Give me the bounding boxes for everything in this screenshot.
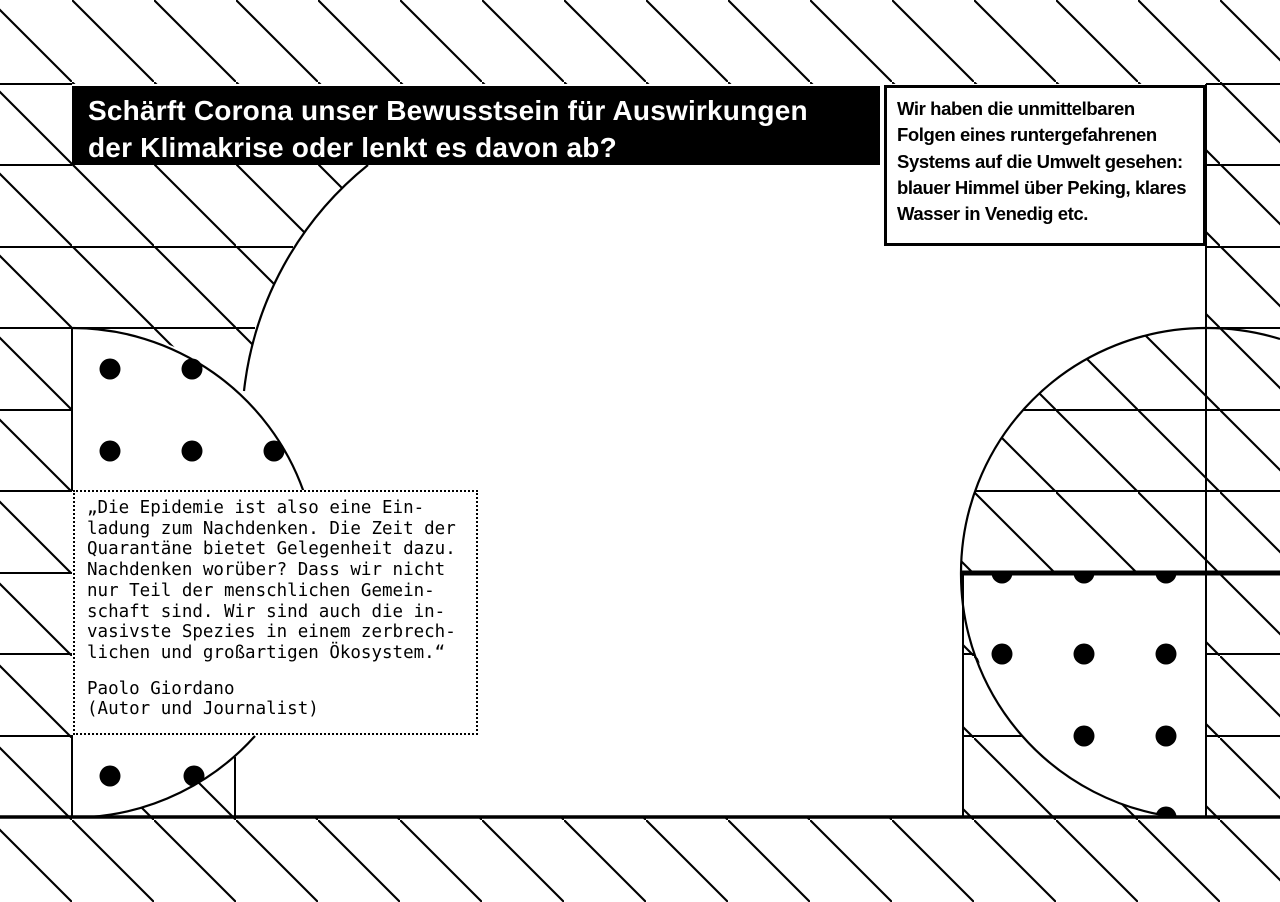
info-line: Wasser in Venedig etc. (897, 203, 1089, 225)
title-bar (72, 86, 880, 165)
quote-text (87, 498, 476, 664)
quote-line: Nachdenken worüber? Dass wir nicht (87, 560, 446, 581)
quote-line: nur Teil der menschlichen Gemein- (87, 580, 435, 601)
right-circle-upper-quadrant (961, 328, 1206, 573)
attribution-line: (Autor und Journalist) (87, 699, 319, 720)
quote-line: Quarantäne bietet Gelegenheit dazu. (87, 539, 456, 560)
quote-line: ladung zum Nachdenken. Die Zeit der (87, 518, 456, 539)
info-line: blauer Himmel über Peking, klares (897, 176, 1187, 198)
quote-line: lichen und großartigen Ökosystem.“ (87, 642, 446, 663)
info-line: Systems auf die Umwelt gesehen: (897, 150, 1183, 172)
top-band (0, 0, 1280, 84)
quote-line: vasivste Spezies in einem zerbrech- (87, 622, 456, 643)
right-band (1206, 84, 1280, 817)
info-line: Wir haben die unmittelbaren (897, 98, 1135, 119)
quote-attribution (87, 679, 476, 720)
quote-box (73, 490, 478, 735)
quote-line: „Die Epidemie ist also eine Ein- (87, 498, 425, 518)
info-box (884, 85, 1206, 246)
attribution-line: Paolo Giordano (87, 678, 235, 699)
bottom-band (0, 817, 1280, 902)
title-line-2: der Klimakrise oder lenkt es davon ab? (88, 132, 617, 163)
title-line-1: Schärft Corona unser Bewusstsein für Auswirkungen (88, 95, 808, 126)
left-band (0, 84, 72, 817)
quote-line: schaft sind. Wir sind auch die in- (87, 601, 446, 622)
info-line: Folgen eines runtergefahrenen (897, 124, 1157, 146)
